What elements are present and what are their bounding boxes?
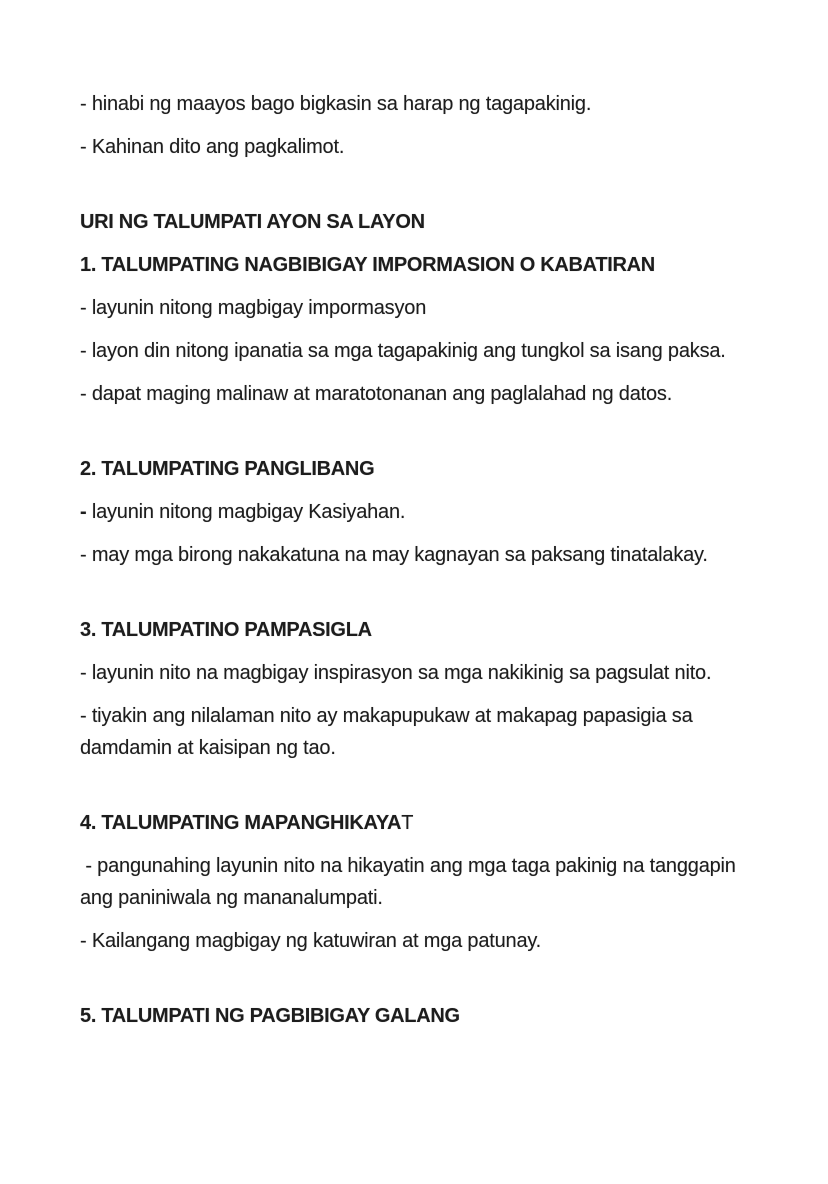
bullet-line-wrapped (80, 850, 788, 914)
text-run: ang paniniwala ng mananalumpati. (80, 887, 383, 909)
text-run: 3. TALUMPATINO PAMPASIGLA (80, 619, 372, 641)
text-run: damdamin at kaisipan ng tao. (80, 737, 336, 759)
text-run: layunin nitong magbigay Kasiyahan. (86, 501, 406, 523)
bold-dash-run: - (80, 501, 87, 523)
bullet-line (80, 378, 788, 410)
text-run: 5. TALUMPATI NG PAGBIBIGAY GALANG (80, 1005, 460, 1027)
bullet-line (80, 335, 788, 367)
bullet-line (80, 657, 788, 689)
regular-suffix-run: T (401, 812, 414, 834)
text-run: - Kailangang magbigay ng katuwiran at mga patunay. (80, 930, 542, 952)
bullet-line (80, 925, 788, 957)
section-4-heading (80, 807, 788, 839)
bullet-line (80, 292, 788, 324)
text-run: 2. TALUMPATING PANGLIBANG (80, 458, 375, 480)
section-2-heading (80, 453, 788, 485)
text-run: - may mga birong nakakatuna na may kagnayan sa paksang tinatalakay. (80, 544, 708, 566)
text-run: - Kahinan dito ang pagkalimot. (80, 136, 345, 158)
document-title (80, 206, 788, 238)
text-run: - dapat maging malinaw at maratotonanan ang paglalahad ng datos. (80, 383, 673, 405)
bullet-line (80, 539, 788, 571)
intro-line (80, 131, 788, 163)
text-run: URI NG TALUMPATI AYON SA LAYON (80, 211, 425, 233)
text-run: 4. TALUMPATING MAPANGHIKAYA (80, 812, 402, 834)
text-run: - hinabi ng maayos bago bigkasin sa harap ng tagapakinig. (80, 93, 592, 115)
text-run: - layunin nito na magbigay inspirasyon sa mga nakikinig sa pagsulat nito. (80, 662, 712, 684)
bullet-line-wrapped (80, 700, 788, 764)
text-run: - layunin nitong magbigay impormasyon (80, 297, 427, 319)
text-run: 1. TALUMPATING NAGBIBIGAY IMPORMASION O KABATIRAN (80, 254, 655, 276)
text-run: - tiyakin ang nilalaman nito ay makapupukaw at makapag papasigia sa (80, 705, 693, 727)
bullet-line (80, 496, 788, 528)
text-run: - layon din nitong ipanatia sa mga tagapakinig ang tungkol sa isang paksa. (80, 340, 726, 362)
section-5-heading (80, 1000, 788, 1032)
intro-line (80, 88, 788, 120)
section-3-heading (80, 614, 788, 646)
text-run: - pangunahing layunin nito na hikayatin ang mga taga pakinig na tanggapin (80, 855, 736, 877)
section-1-heading (80, 249, 788, 281)
